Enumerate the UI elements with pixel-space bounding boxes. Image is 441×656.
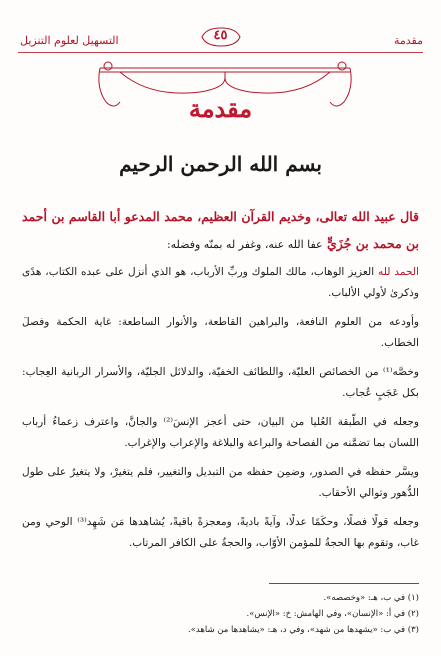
header-divider	[18, 52, 423, 53]
paragraph	[22, 412, 419, 454]
page-title: مقدمة	[188, 94, 253, 123]
paragraph	[22, 462, 419, 504]
footnote: (١) في ب، هـ: «وخصصه».	[323, 593, 419, 603]
footnote-divider	[269, 583, 419, 584]
paragraph-text: وأودعه من العلوم النافعة، والبراهين القاطعة، والأنوار الساطعة: غاية الحكمة وفصلَ الخطاب.	[22, 316, 419, 349]
author-name: قال عبيد الله تعالى، وخديم القرآن العظيم، محمد المدعو أبا القاسم بن أحمد بن محمد بن جُزَيٍّ	[22, 209, 419, 251]
page-number: ٤٥	[213, 28, 228, 43]
paragraph-lead: الحمد لله	[378, 266, 419, 278]
paragraph-text: العزيز الوهاب، مالك الملوك وربِّ الأرباب، هو الذي أنزل على عبده الكتاب، هدًى وذكرىٰ لأولي الألباب.	[22, 266, 419, 299]
header-section-title: مقدمة	[393, 34, 423, 47]
author-statement	[22, 203, 419, 258]
footnotes	[22, 590, 419, 638]
footnote: (٣) في ب: «يشهدها من شهد»، وفي د، هـ: «يشاهدها من شاهد».	[188, 625, 419, 635]
header-book-title: التسهيل لعلوم التنزيل	[20, 34, 119, 47]
page-number-badge	[198, 26, 244, 48]
page-header	[18, 26, 423, 52]
paragraph-text: وخصَّه⁽¹⁾ من الخصائص العليّة، واللطائف الخفيّة، والدلائل الجليّة، والأسرار الربانية العِجاب: بكل عَجَبٍ عُجاب.	[22, 366, 419, 399]
paragraph	[22, 312, 419, 354]
basmala: بسم الله الرحمن الرحيم	[119, 152, 322, 176]
footnote: (٢) في أ: «الإنسان»، وفي الهامش: خ: «الإنس».	[246, 609, 419, 619]
author-prayer: عفا الله عنه، وغفر له بمنّه وفضله:	[166, 238, 323, 251]
paragraph-text: ويسَّر حفظه في الصدور، وضمِن حفظه من التبديل والتغيير، فلم يتغيرْ، ولا يتغيرُ على طول الدُّهور وتوالي الأحقاب.	[22, 466, 419, 499]
paragraph-text: وجعله قولًا فصلًا، وحكَمًا عدلًا، وآيةً باديةً، ومعجزةً باقيةً، يُشاهدها مَن شَهِد⁽³⁾ الوحي ومن غاب، وتقوم بها الحجةُ للمؤمن الأوّاب، والحجةُ على الكافر المرتاب.	[22, 516, 419, 549]
introduction-body	[22, 262, 419, 562]
paragraph-text: وجعله في الطّبقة العُليا من البيان، حتى أعجز الإنسَ⁽²⁾ والجانَّ، واعترف زعماءُ أرباب اللسان بما تضمَّنه من الفصاحة والبراعة والبلاغة والإعراب والإغراب.	[22, 416, 419, 449]
paragraph	[22, 262, 419, 304]
paragraph	[22, 362, 419, 404]
paragraph	[22, 512, 419, 554]
